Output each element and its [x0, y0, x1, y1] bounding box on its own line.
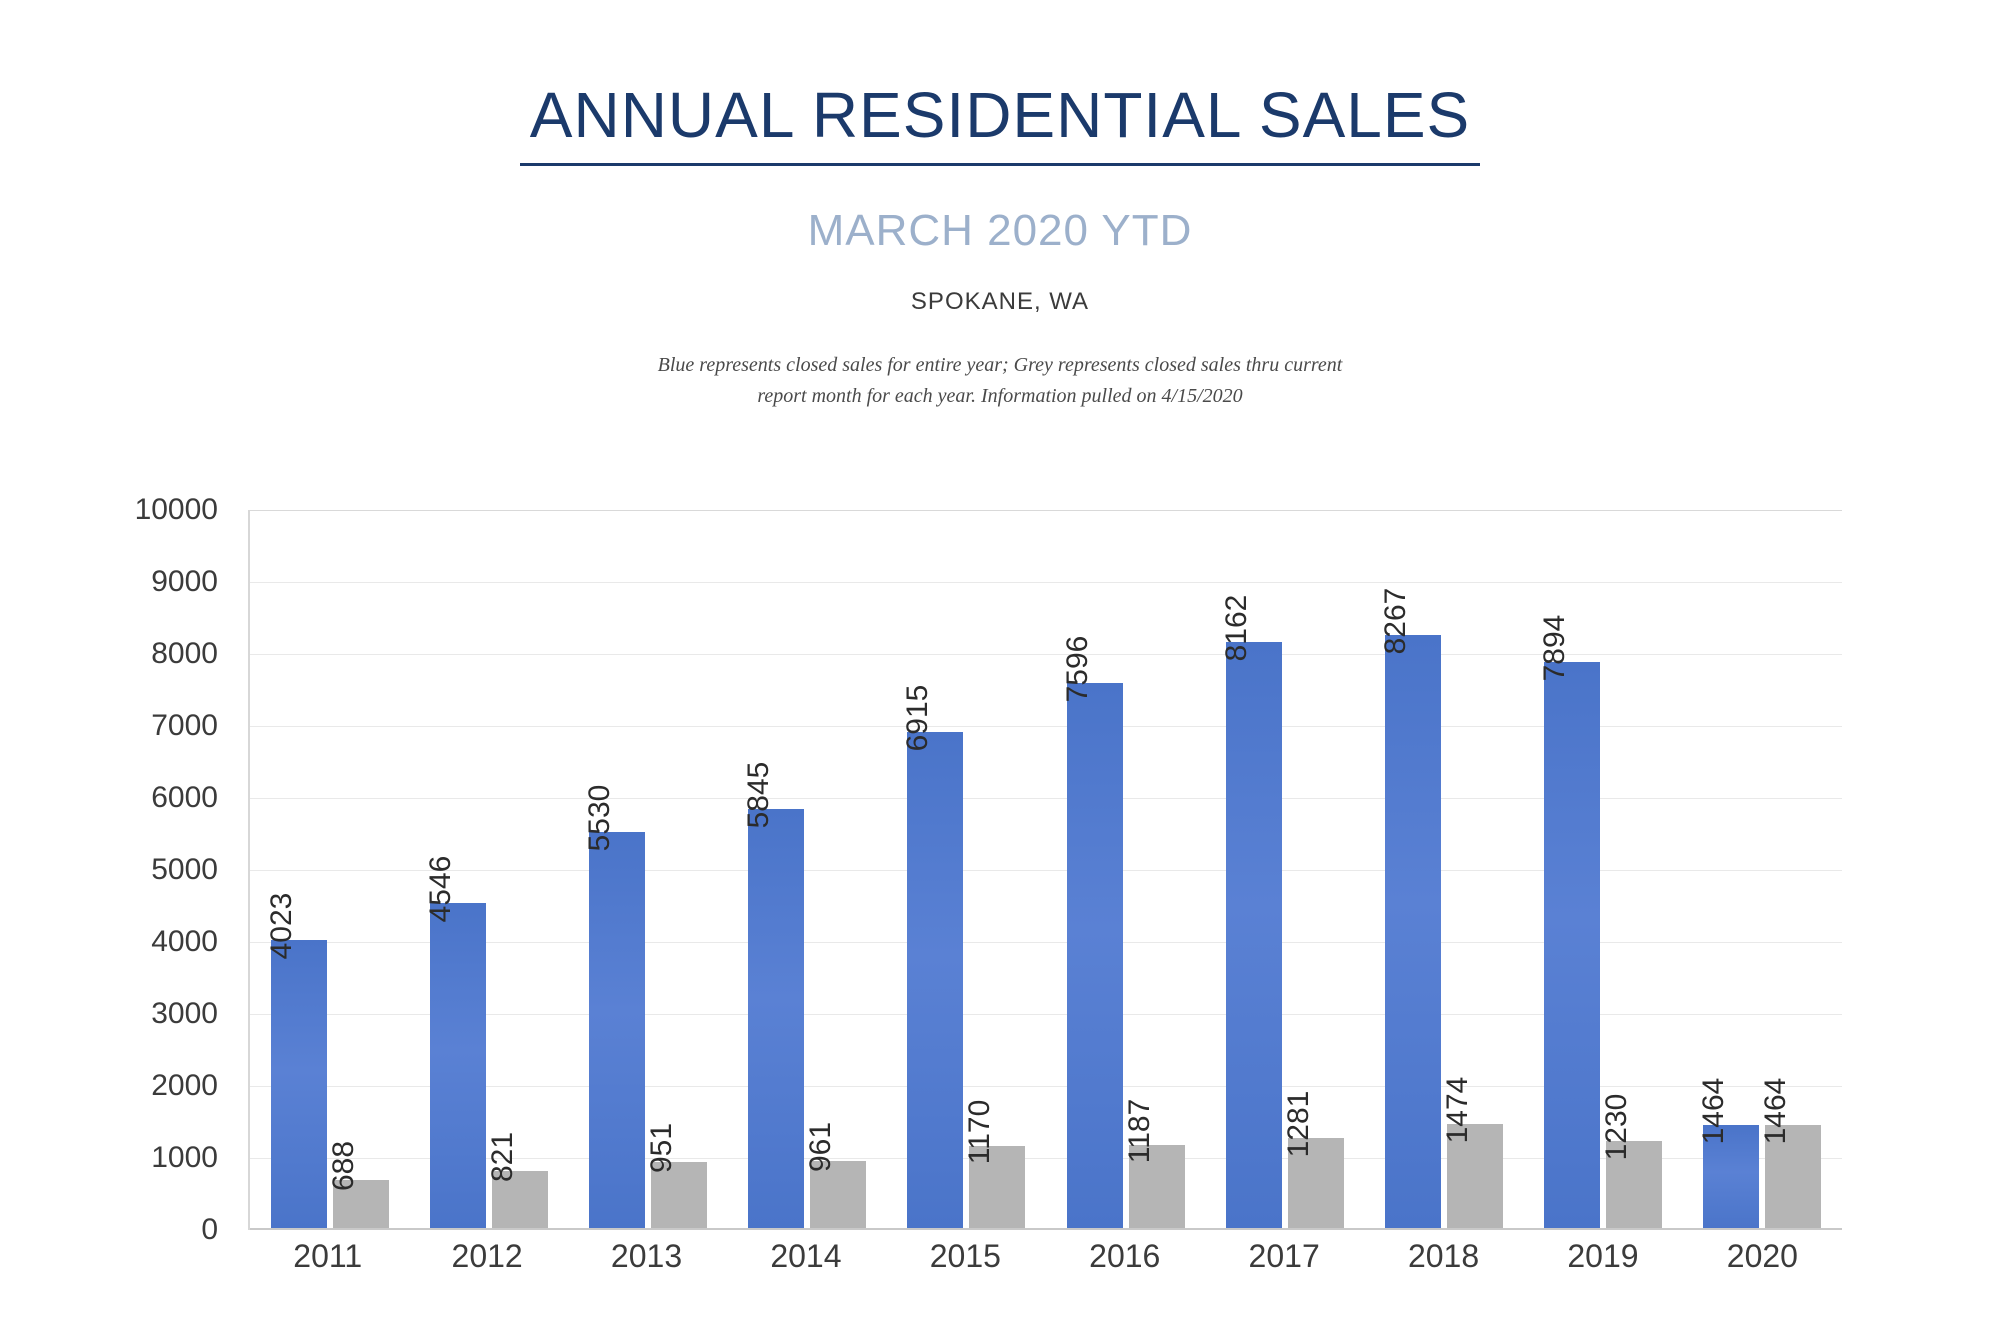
bar-value-label: 6915: [901, 684, 935, 752]
bar-value-label: 688: [326, 1141, 360, 1192]
chart-note-line-2: report month for each year. Information pulled on 4/15/2020: [757, 385, 1243, 408]
y-axis-tick-label: 8000: [151, 637, 218, 670]
bar-blue: [1379, 587, 1441, 1230]
bar-group: [568, 510, 727, 1230]
plot-wrapper: [112, 493, 1842, 1246]
y-axis-tick-label: 2000: [151, 1069, 218, 1102]
bar-value-label: 821: [485, 1131, 519, 1182]
y-axis-tick-label: 9000: [151, 565, 218, 598]
bar-value-label: 1464: [1759, 1077, 1793, 1144]
bar-value-label: 5530: [583, 784, 616, 852]
page-subtitle: MARCH 2020 YTD: [807, 206, 1193, 256]
bar-value-label: 7596: [1060, 635, 1094, 703]
page-title: ANNUAL RESIDENTIAL SALES: [520, 82, 1480, 166]
chart-note: [0, 350, 2000, 412]
bar-group: [887, 510, 1046, 1230]
bar-groups: [250, 510, 1842, 1230]
x-axis-tick-label: 2020: [1726, 1238, 1798, 1274]
bar-group: [409, 510, 568, 1230]
x-axis-tick-label: 2016: [1089, 1238, 1161, 1274]
bar-grey: [1759, 1077, 1821, 1230]
y-axis-tick-label: 10000: [134, 493, 218, 526]
x-axis-tick-label: 2014: [770, 1238, 842, 1274]
bar-blue: [1219, 594, 1282, 1230]
bar-grey: [804, 1121, 866, 1230]
bar-value-label: 1464: [1697, 1077, 1731, 1144]
bar-blue: [1060, 635, 1123, 1230]
chart-header: [0, 0, 2000, 412]
x-axis-tick-label: 2015: [929, 1238, 1001, 1274]
bar-group: [1524, 510, 1683, 1230]
bar-value-label: 5845: [742, 761, 776, 829]
x-axis-tick-label: 2013: [610, 1238, 683, 1274]
bar-group: [1683, 510, 1842, 1230]
bar-value-label: 4546: [423, 855, 457, 923]
bar-group: [250, 510, 409, 1230]
x-axis-tick-label: 2012: [451, 1238, 523, 1274]
x-axis-labels: [248, 1238, 1842, 1275]
bar-grey: [963, 1099, 1025, 1230]
y-axis-tick-label: 0: [201, 1213, 218, 1246]
location-label: SPOKANE, WA: [910, 288, 1090, 316]
bar-value-label: 1281: [1281, 1090, 1315, 1158]
plot-canvas: [248, 510, 1842, 1230]
x-axis-tick-label: 2019: [1567, 1238, 1639, 1274]
y-axis-tick-label: 5000: [151, 853, 218, 886]
bar-value-label: 4023: [264, 892, 298, 960]
bar-blue: [583, 784, 645, 1230]
chart-note-line-1: Blue represents closed sales for entire year; Grey represents closed sales thru current: [657, 354, 1343, 377]
bar-grey: [485, 1131, 548, 1230]
bar-value-label: 1474: [1441, 1076, 1475, 1144]
bar-value-label: 1230: [1600, 1094, 1634, 1161]
bar-blue: [423, 855, 486, 1230]
bar-value-label: 951: [645, 1122, 678, 1173]
bar-group: [728, 510, 887, 1230]
bar-grey: [1281, 1090, 1344, 1230]
bar-grey: [645, 1122, 707, 1230]
bar-grey: [1600, 1094, 1662, 1230]
bar-value-label: 961: [804, 1121, 838, 1172]
x-axis-baseline: [250, 1228, 1842, 1230]
bar-blue: [264, 892, 327, 1230]
bar-grey: [326, 1141, 389, 1230]
bar-value-label: 8267: [1379, 587, 1413, 655]
x-axis-tick-label: 2017: [1248, 1238, 1320, 1274]
x-axis-tick-label: 2018: [1407, 1238, 1480, 1274]
y-axis-tick-label: 1000: [151, 1141, 218, 1174]
bar-value-label: 1170: [963, 1099, 997, 1165]
y-axis-tick-label: 6000: [151, 781, 218, 814]
x-axis-tick-label: 2011: [293, 1238, 363, 1274]
bar-blue: [901, 684, 963, 1230]
bar-value-label: 7894: [1538, 614, 1572, 682]
y-axis-tick-label: 3000: [151, 997, 218, 1030]
bar-grey: [1441, 1076, 1503, 1230]
bar-value-label: 1187: [1122, 1098, 1156, 1163]
bar-value-label: 8162: [1219, 594, 1253, 662]
bar-group: [1046, 510, 1205, 1230]
bar-group: [1364, 510, 1523, 1230]
bar-grey: [1122, 1098, 1185, 1230]
bar-blue: [742, 761, 804, 1230]
bar-group: [1205, 510, 1364, 1230]
y-axis-tick-label: 7000: [151, 709, 218, 742]
bar-blue: [1697, 1077, 1759, 1230]
chart-area: [0, 493, 2000, 1336]
bar-blue: [1538, 614, 1600, 1230]
y-axis-labels: [112, 493, 232, 1246]
y-axis-tick-label: 4000: [151, 925, 218, 958]
